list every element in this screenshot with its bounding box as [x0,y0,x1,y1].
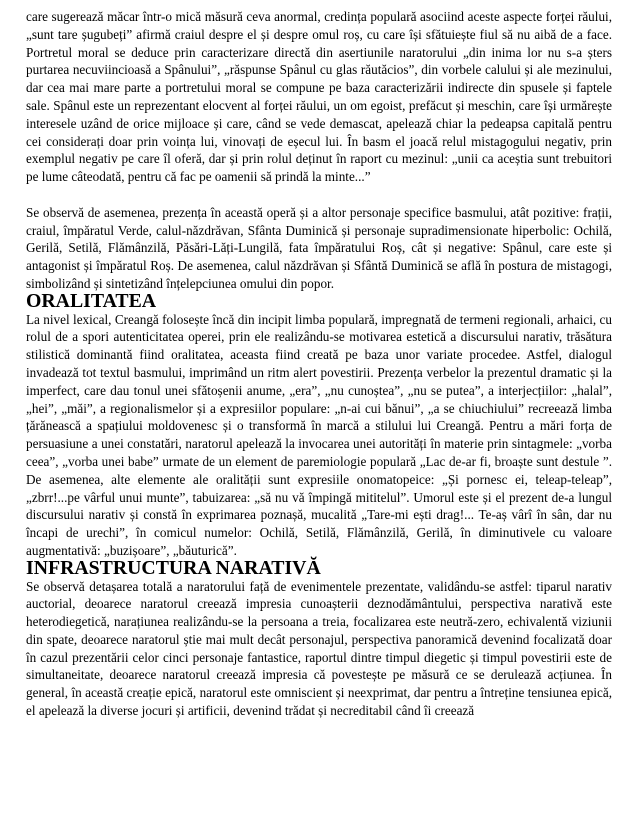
body-paragraph: La nivel lexical, Creangă folosește încă din incipit limba populară, impregnată de termeni regionali, arhaici, cu rolul de a spori autenticitatea operei, prin ele realizându-se motivarea estetică a discursului narativ, trăsătura stilistică dominantă fiind oralitatea, aceasta fiind creată pe baza unor variate procedee. Astfel, dialogul invadează tot textul basmului, imprimând un ritm alert povestirii. Prezența verbelor la prezentul dramatic și la imperfect, care dau tonul unei sfătoșenii anume, „era”, „nu cunoștea”, „nu se putea”, a interjecțiilor: „halal”, „hei”, „măi”, a regionalismelor și a expresiilor populare: „n-ai cui bănui”, „a se chiuchiului” recreează limba țărănească a spațiului moldovenesc și o transformă în marcă a stilului lui Creangă. Pentru a mări forța de persuasiune a unei constatări, naratorul apelează la invocarea unei autorități în materie prin sintagmele: „vorba ceea”, „vorba unei babe” urmate de un element de paremiologie populară „Lac de-ar fi, broaște sunt destule ”. De asemenea, alte elemente ale oralității sunt expresiile onomatopeice: „Și pornesc ei, teleap-teleap”, „zbrr!...pe vârful unui munte”, tabuizarea: „să nu vă împingă mititelul”. Umorul este și el prezent de-a lungul discursului narativ și constă în exprimarea poznașă, mucalită „Tare-mi ești drag!... Te-aș vârî în sân, dar nu încapi de urechi”, în comicul numelor: Ochilă, Setilă, Flămânzilă, Gerilă, în diminutivele cu valoare augmentativă: „buzișoare”, „băuturică”. [26,311,612,558]
body-paragraph: Se observă de asemenea, prezența în această operă și a altor personaje specifice basmului, atât pozitive: frații, craiul, împăratul Verde, calul-năzdrăvan, Sfânta Duminică și personaje supradimensionate hiperbolic: Ochilă, Gerilă, Setilă, Flămânzilă, Păsări-Lăți-Lungilă, fata împăratului Roș, cât și negative: Spânul, care este și antagonist și împăratul Roș. De asemenea, calul năzdrăvan și Sfântă Duminică se află în postura de mistagogi, simbolizând și sintetizând înțelepciunea omului din popor. [26,204,612,291]
body-paragraph: care sugerează măcar într-o mică măsură ceva anormal, credința populară asociind aceste aspecte forței răului, „sunt tare șugubeți” afirmă craiul despre el și despre omul roș, cu care își sfătuiește fiul să nu aibă de a face. Portretul moral se deduce prin caracterizare directă din asertiunile naratorului „din inima lor nu s-a șters purtarea necuviincioasă a Spânului”, „răspunse Spânul cu glas răutăcios”, din vorbele calului și ale mezinului, dar cea mai mare parte a portretului moral se compune pe baza caracterizării indirecte din spusele și faptele sale. Spânul este un reprezentant elocvent al forței răului, un om egoist, prefăcut și meschin, care își urmărește interesele uzând de orice mijloace și care, când se vede demascat, apelează chiar la pedeapsa capitală pentru cei considerați doar prin voința lui, vinovați de eșecul lui. În basm el joacă relul mistagogului negativ, prin exemplul negativ pe care îl oferă, dar și prin rolul deținut în raport cu mezinul: „unii ca aceștia sunt trebuitori pe lume câteodată, pentru că fac pe oamenii să prindă la minte...” [26,9,612,185]
section-heading: ORALITATEA [26,289,157,312]
document-page [26,8,612,720]
body-paragraph: Se observă detașarea totală a naratorului față de evenimentele prezentate, validându-se astfel: tiparul narativ auctorial, deoarece naratorul creează impresia cunoașterii deznodământului, perspectiva narativă este heterodiegetică, narațiunea realizându-se la persoana a treia, focalizarea este neutră-zero, echivalentă viziunii din spate, deoarece naratorul știe mai mult decât personajul, perspectiva panoramică devenind focalizată doar în cazul prezentării celor cinci personaje fantastice, raportul dintre timpul diegetic și timpul povestirii este de simultaneitate, deoarece naratorul creează impresia că povestește pe măsură ce se derulează acțiunea. În general, în această creație epică, naratorul este omniscient și neexprimat, dar pentru a întreține tensiunea epică, el apelează la diverse jocuri și artificii, devenind trădat și necreditabil când îi creează [26,578,612,719]
section-heading: INFRASTRUCTURA NARATIVĂ [26,556,321,579]
paragraph-spacer [26,186,612,204]
